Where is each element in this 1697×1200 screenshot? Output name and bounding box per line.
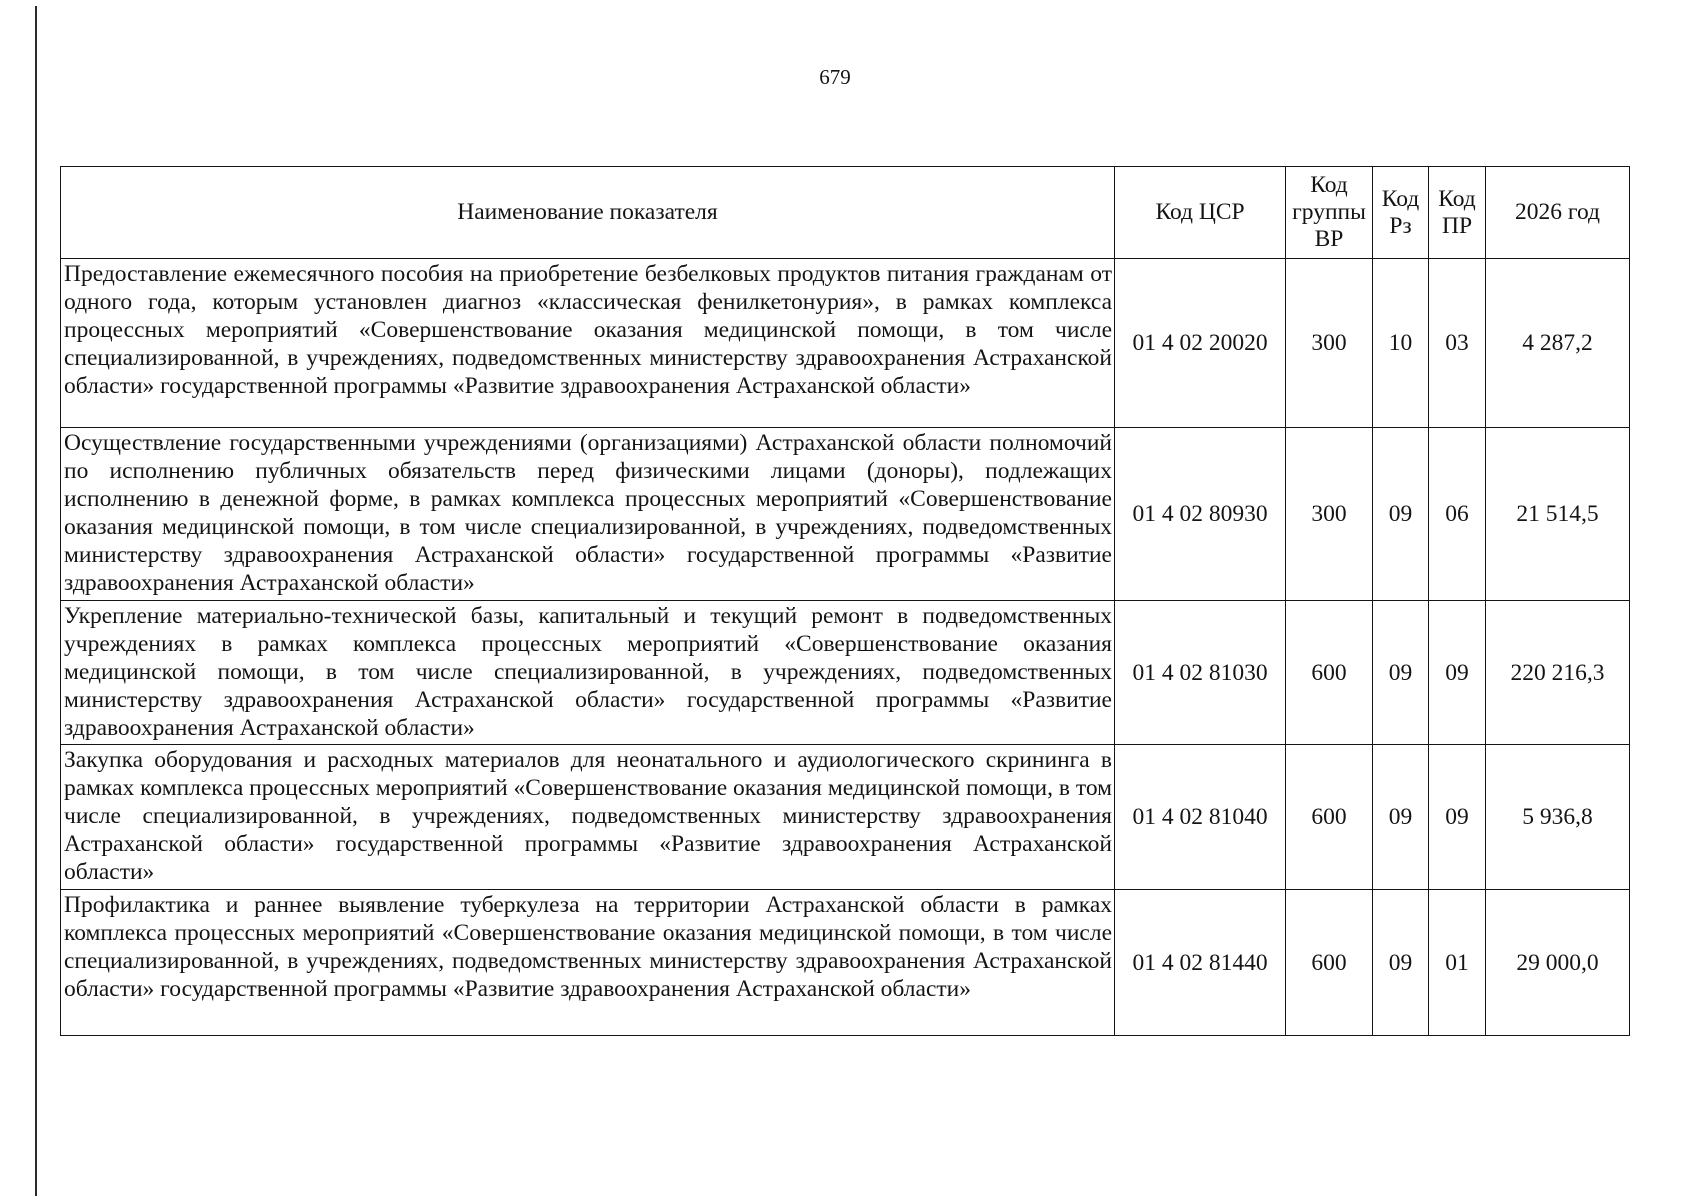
budget-table — [60, 166, 1630, 1036]
rz-code-cell: 09 — [1373, 428, 1429, 601]
page-number: 679 — [819, 65, 851, 89]
table-row — [61, 428, 1630, 601]
csr-code-cell: 01 4 02 81040 — [1115, 745, 1286, 890]
vr-code-cell: 600 — [1286, 890, 1373, 1036]
indicator-name-cell: Укрепление материально-технической базы, капитальный и текущий ремонт в подведомственных учреждениях в рамках комплекса процессных мероприятий «Совершенствование оказания медицинской помощи, в том числе специализированной, в учреждениях, подведомственных министерству здравоохранения Астраханской области» государственной программы «Развитие здравоохранения Астраханской области» — [61, 601, 1115, 745]
pr-code-cell: 01 — [1429, 890, 1486, 1036]
csr-code-cell: 01 4 02 81030 — [1115, 601, 1286, 745]
header-vr-group-code: Код группы ВР — [1286, 167, 1373, 259]
table-row — [61, 601, 1630, 745]
pr-code-cell: 09 — [1429, 745, 1486, 890]
binding-margin-line — [35, 6, 37, 1196]
indicator-name-cell: Закупка оборудования и расходных материалов для неонатального и аудиологического скрининга в рамках комплекса процессных мероприятий «Совершенствование оказания медицинской помощи, в том числе специализированной, в учреждениях, подведомственных министерству здравоохранения Астраханской области» государственной программы «Развитие здравоохранения Астраханской области» — [61, 745, 1115, 890]
vr-code-cell: 600 — [1286, 745, 1373, 890]
header-pr-code: Код ПР — [1429, 167, 1486, 259]
indicator-name-cell: Осуществление государственными учреждениями (организациями) Астраханской области полномочий по исполнению публичных обязательств перед физическими лицами (доноры), подлежащих исполнению в денежной форме, в рамках комплекса процессных мероприятий «Совершенствование оказания медицинской помощи, в том числе специализированной, в учреждениях, подведомственных министерству здравоохранения Астраханской области» государственной программы «Развитие здравоохранения Астраханской области» — [61, 428, 1115, 601]
header-csr-code: Код ЦСР — [1115, 167, 1286, 259]
header-year: 2026 год — [1486, 167, 1630, 259]
amount-cell: 220 216,3 — [1486, 601, 1630, 745]
amount-cell: 29 000,0 — [1486, 890, 1630, 1036]
rz-code-cell: 09 — [1373, 745, 1429, 890]
vr-code-cell: 300 — [1286, 428, 1373, 601]
rz-code-cell: 09 — [1373, 890, 1429, 1036]
pr-code-cell: 03 — [1429, 259, 1486, 428]
amount-cell: 4 287,2 — [1486, 259, 1630, 428]
csr-code-cell: 01 4 02 81440 — [1115, 890, 1286, 1036]
csr-code-cell: 01 4 02 80930 — [1115, 428, 1286, 601]
indicator-name-cell: Предоставление ежемесячного пособия на приобретение безбелковых продуктов питания гражданам от одного года, которым установлен диагноз «классическая фенилкетонурия», в рамках комплекса процессных мероприятий «Совершенствование оказания медицинской помощи, в том числе специализированной, в учреждениях, подведомственных министерству здравоохранения Астраханской области» государственной программы «Развитие здравоохранения Астраханской области» — [61, 259, 1115, 428]
pr-code-cell: 09 — [1429, 601, 1486, 745]
amount-cell: 5 936,8 — [1486, 745, 1630, 890]
table-row — [61, 745, 1630, 890]
table-row — [61, 890, 1630, 1036]
amount-cell: 21 514,5 — [1486, 428, 1630, 601]
indicator-name-cell: Профилактика и раннее выявление туберкулеза на территории Астраханской области в рамках комплекса процессных мероприятий «Совершенствование оказания медицинской помощи, в том числе специализированной, в учреждениях, подведомственных министерству здравоохранения Астраханской области» государственной программы «Развитие здравоохранения Астраханской области» — [61, 890, 1115, 1036]
rz-code-cell: 10 — [1373, 259, 1429, 428]
table-header — [61, 167, 1630, 259]
table-body — [61, 259, 1630, 1036]
table-row — [61, 259, 1630, 428]
header-row — [61, 167, 1630, 259]
vr-code-cell: 600 — [1286, 601, 1373, 745]
header-rz-code: Код Рз — [1373, 167, 1429, 259]
vr-code-cell: 300 — [1286, 259, 1373, 428]
rz-code-cell: 09 — [1373, 601, 1429, 745]
csr-code-cell: 01 4 02 20020 — [1115, 259, 1286, 428]
pr-code-cell: 06 — [1429, 428, 1486, 601]
header-indicator-name: Наименование показателя — [61, 167, 1115, 259]
